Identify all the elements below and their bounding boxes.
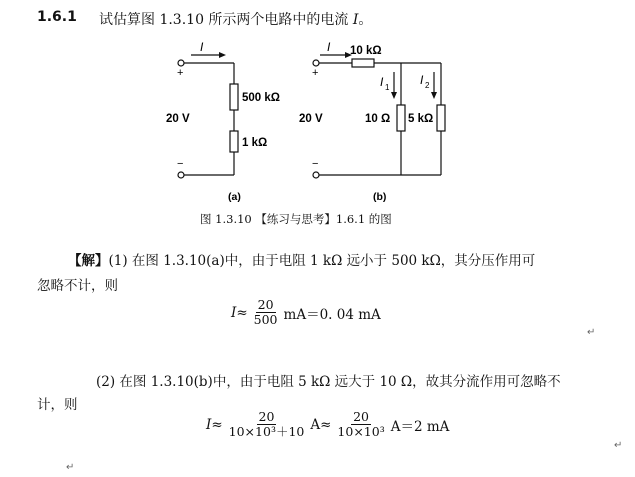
label-a-plus: + (177, 67, 184, 79)
formula-2-fraction-1: $\frac{20}{\text{10×10³＋10}}$ (228, 409, 305, 440)
label-b-plus: + (312, 67, 319, 79)
label-b-i1: I (380, 75, 384, 89)
solution-part2-line2: 计，则 (37, 397, 78, 413)
formula-1-fraction: $\frac{20}{500}$ (253, 297, 278, 328)
label-a-caption: (a) (228, 191, 241, 203)
label-a-voltage: 20 V (166, 113, 190, 125)
formula-1: I≈ $\frac{20}{500}$ mA＝0. 04 mA (231, 297, 381, 328)
label-b-i2: I (420, 73, 424, 87)
label-a-r1: 500 kΩ (242, 92, 280, 104)
return-mark-2: ↵ (614, 440, 623, 451)
problem-number: 1.6.1 (37, 9, 77, 25)
label-b-minus: − (312, 158, 319, 170)
label-b-r5k: 5 kΩ (408, 113, 434, 125)
current-arrow-i2 (431, 92, 437, 99)
return-mark: ↵ (587, 327, 596, 338)
label-b-caption: (b) (373, 191, 387, 203)
current-arrow-i1 (391, 92, 397, 99)
label-a-current: I (200, 40, 204, 54)
problem-statement: 试估算图 1.3.10 所示两个电路中的电流 I。 (99, 12, 373, 28)
label-b-voltage: 20 V (299, 113, 323, 125)
figure-caption: 图 1.3.10 【练习与思考】1.6.1 的图 (200, 212, 392, 226)
label-a-minus: − (177, 158, 184, 170)
return-mark-3: ↵ (66, 462, 75, 473)
resistor-5k (437, 105, 445, 131)
label-a-r2: 1 kΩ (242, 137, 268, 149)
formula-2: I≈ $\frac{20}{\text{10×10³＋10}}$ A≈ $\frac{20}{\text{10×10³}}$ A＝2 mA (206, 409, 450, 440)
label-b-rseries: 10 kΩ (350, 45, 382, 57)
formula-2-fraction-2: $\frac{20}{\text{10×10³}}$ (337, 409, 385, 440)
resistor-500k (230, 84, 238, 110)
solution-part2-line1: (2) 在图 1.3.10(b)中，由于电阻 5 kΩ 远大于 10 Ω，故其分流作用可忽略不 (96, 374, 561, 390)
label-b-i1-sub: 1 (385, 83, 390, 92)
resistor-10ohm (397, 105, 405, 131)
resistor-1k (230, 131, 238, 152)
solution-tag: 【解】 (68, 253, 109, 269)
current-arrow-a (219, 52, 226, 58)
label-b-current: I (327, 40, 331, 54)
label-b-i2-sub: 2 (425, 81, 430, 90)
solution-part1-line1: 【解】(1) 在图 1.3.10(a)中，由于电阻 1 kΩ 远小于 500 kΩ，其分压作用可 (68, 253, 536, 269)
solution-part1-line2: 忽略不计，则 (37, 278, 118, 294)
resistor-10k (352, 59, 374, 67)
label-b-r10ohm: 10 Ω (365, 113, 391, 125)
